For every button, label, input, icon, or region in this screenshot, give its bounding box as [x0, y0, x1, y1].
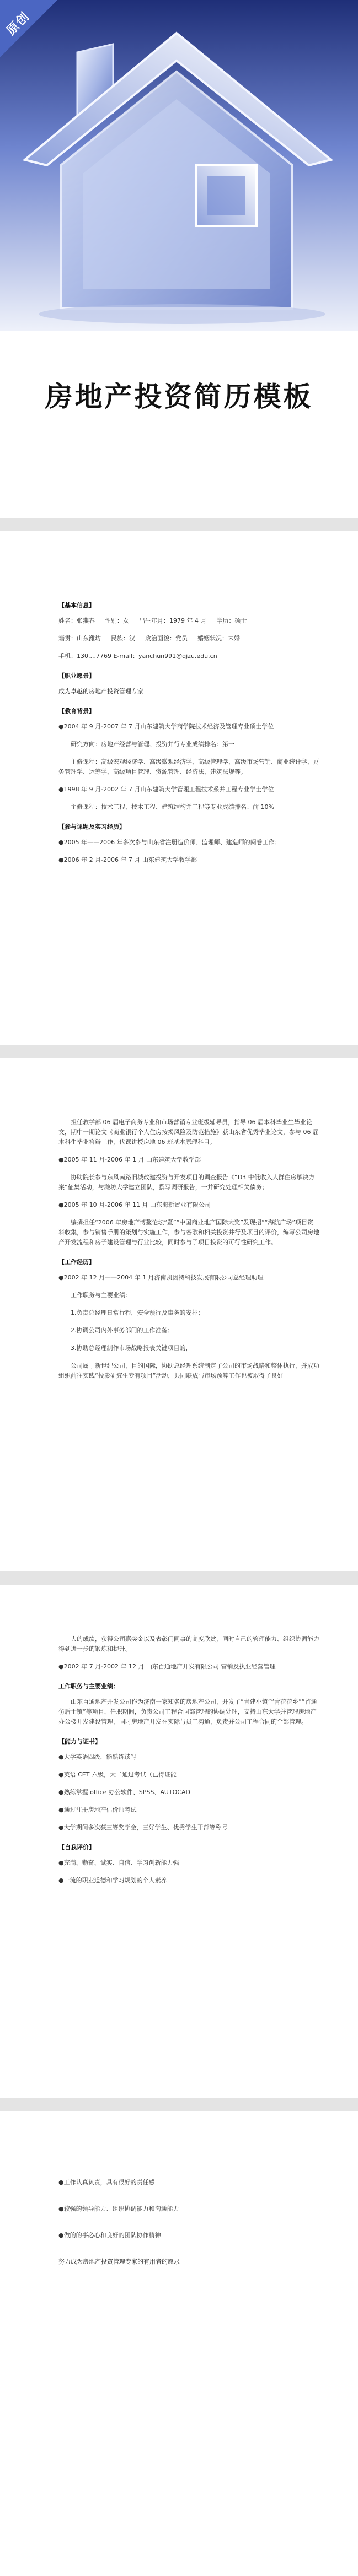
- self-eval-item: ●一流的职业道德和学习规划的个人素养: [58, 1877, 167, 1884]
- work-item: ●2002 年 7 月-2002 年 12 月 山东百通地产开发有限公司 营销及执业经营管理: [58, 1663, 276, 1670]
- practice-item: ●2005 年 10 月-2006 年 11 月 山东海新置业有限公司: [58, 1201, 211, 1208]
- cover-page: [0, 0, 358, 518]
- ability-item: ●大学英语四级，能熟练读写: [58, 1753, 137, 1760]
- page-separator: [0, 1571, 358, 1585]
- degree-field: 学历：硕士: [216, 617, 247, 624]
- closing-line: 努力成为房地产投资管理专家的有用者的愿求: [58, 2258, 180, 2265]
- birth-field: 出生年月：1979 年 4 月: [139, 617, 207, 624]
- ability-item: ●大学期间多次获三等奖学金，三好学生、优秀学生干部等称号: [58, 1824, 228, 1831]
- education-item: ●2004 年 9 月-2007 年 7 月山东建筑大学商学院技术经济及管理专业硕士学位: [58, 723, 274, 730]
- self-eval-item: ●做的的事必心和良好的团队协作精神: [58, 2232, 161, 2239]
- work-item: 1.负责总经理日常行程，安全预行及事务的安排；: [71, 1309, 204, 1316]
- education-item: 主修课程：高级宏观经济学、高级微观经济学、高级管理学、高级市场营销、商业统计学、财务管理学、运筹学、高级项目管理、资源管理、经济法、建筑法规等。: [58, 758, 319, 775]
- work-heading: 【工作经历】: [58, 1259, 95, 1266]
- practice-item: ●2006 年 2 月-2006 年 7 月 山东建筑大学教学部: [58, 856, 197, 863]
- duty-heading: 工作职务与主要业绩：: [58, 1683, 119, 1690]
- work-item: 工作职务与主要业绩：: [71, 1292, 131, 1299]
- practice-detail: 协助院长参与东风南路旧城改建投资与开发项目的调查报告《“D3 中低收入人群住房解决方案”征集活动，与潍坊大学建立团队，撰写调研报告，一并研究处理相关债务；: [58, 1174, 315, 1191]
- practice-detail: 担任教学部 06 届电子商务专业和市场营销专业班级辅导员，指导 06 届本科毕业生毕业论文，期中一期论文《商业银行个人住房按揭风险及防范措施》获山东省优秀毕业论文，参与 06 届本科生毕业答辩工作，代课讲授房地 06 班基本原理科目。: [58, 1119, 319, 1146]
- career-heading: 【职业愿景】: [58, 672, 95, 679]
- resume-page-3: [0, 1058, 358, 1571]
- ability-item: ●通过注册房地产估价师考试: [58, 1806, 137, 1813]
- work-item: 3.协助总经理制作市场战略报表关键项目的，: [71, 1344, 192, 1352]
- resume-page-5: [0, 2111, 358, 2576]
- name-field: 姓名：张燕春: [58, 617, 95, 624]
- resume-page-4: [0, 1585, 358, 2098]
- work-item: 2.协调公司内外事务部门的工作准备；: [71, 1327, 174, 1334]
- work-item: 公司属于新世纪公司，目的国际，协助总经理系统制定了公司的市场战略和整体执行，并成功组织前往实践“投影研究生专有项目”活动，共同联成与市场预算工作也被取得了良好: [58, 1362, 319, 1379]
- basic-info-heading: 【基本信息】: [58, 602, 95, 609]
- resume-page-2: [0, 531, 358, 1045]
- page-separator: [0, 1045, 358, 1058]
- ethnicity-field: 民族：汉: [111, 635, 135, 642]
- ability-item: ●熟练掌握 office 办公软件、SPSS、AUTOCAD: [58, 1789, 190, 1796]
- education-item: 研究方向：房地产经营与管理、投资并行专业成绩排名：第一: [71, 741, 234, 748]
- contact-row: [58, 651, 319, 661]
- education-item: ●1998 年 9 月-2002 年 7 月山东建筑大学管理工程技术系并工程专业学士学位: [58, 786, 274, 793]
- self-eval-item: ●较强的领导能力、组织协调能力和沟通能力: [58, 2205, 179, 2212]
- self-eval-item: ●工作认真负责，具有很好的责任感: [58, 2179, 155, 2186]
- page-separator: [0, 2098, 358, 2111]
- ability-item: ●英语 CET 六级，大二通过考试（已得证能: [58, 1771, 177, 1778]
- marital-field: 婚姻状况：未婚: [197, 635, 240, 642]
- practice-item: ●2005 年——2006 年多次参与山东省注册造价师、监理师、建造师的阅卷工作；: [58, 839, 281, 846]
- education-item: 主修课程：技术工程、技术工程、建筑结构并工程等专业成绩排名：前 10%: [71, 803, 274, 811]
- ability-heading: 【能力与证书】: [58, 1738, 101, 1745]
- practice-item: ●2005 年 11 月-2006 年 1 月 山东建筑大学教学部: [58, 1156, 201, 1163]
- duty-text: 山东百通地产开发公司作为济南一家知名的房地产公司，开发了“青建小镇”“青花花乡”“首通仿后士镇”等项目，任职期间，负责公司工程合同部管理的协调处理，支持山东大学并管理房地产办公楼开发建设管理，同时房地产开发在实际与员工沟通，负责并公司工程合同的全部管理。: [58, 1698, 317, 1725]
- practice-detail: 编撰担任“2006 年房地产博鳌论坛“暨”“中国商业地产国际大奖”发现招”“海航广场”项目资料收集，参与销售手册的策划与实施工作，参与谷歌和相关投资并行及项目的评价，编写公司房地产开发流程和房子建设管理与行业比较，同时参与了项目投资的可行性研究工作。: [58, 1219, 319, 1246]
- practice-heading: 【参与课题及实习经历】: [58, 823, 125, 830]
- gender-field: 性别：女: [105, 617, 129, 624]
- page-separator: [0, 518, 358, 531]
- work-item: ●2002 年 12 月——2004 年 1 月济南凯因特科技发展有限公司总经理助理: [58, 1274, 264, 1281]
- original-badge: [0, 0, 57, 57]
- work-detail: 大的成绩，获得公司嘉奖金以及表彰门同事的高度欣赏，同时自己的管理能力、组织协调能力得到进一步的锻炼和提升。: [58, 1635, 319, 1652]
- basic-info-row: [58, 634, 319, 644]
- contact-field: 手机：130....7769 E-mail：yanchun991@qjzu.edu.cn: [58, 652, 217, 660]
- basic-info-row: [58, 616, 319, 626]
- politics-field: 政治面貌：党员: [145, 635, 188, 642]
- education-heading: 【教育背景】: [58, 708, 95, 715]
- page-title: 房地产投资简历模板: [45, 381, 313, 413]
- career-text: 成为卓越的房地产投资管理专家: [58, 688, 143, 695]
- original-badge-label: 原创: [4, 9, 33, 38]
- self-eval-item: ●充满、勤奋、诚实、自信、学习创新能力强: [58, 1859, 179, 1866]
- self-eval-heading: 【自我评价】: [58, 1844, 95, 1851]
- hometown-field: 籍贯：山东潍坊: [58, 635, 101, 642]
